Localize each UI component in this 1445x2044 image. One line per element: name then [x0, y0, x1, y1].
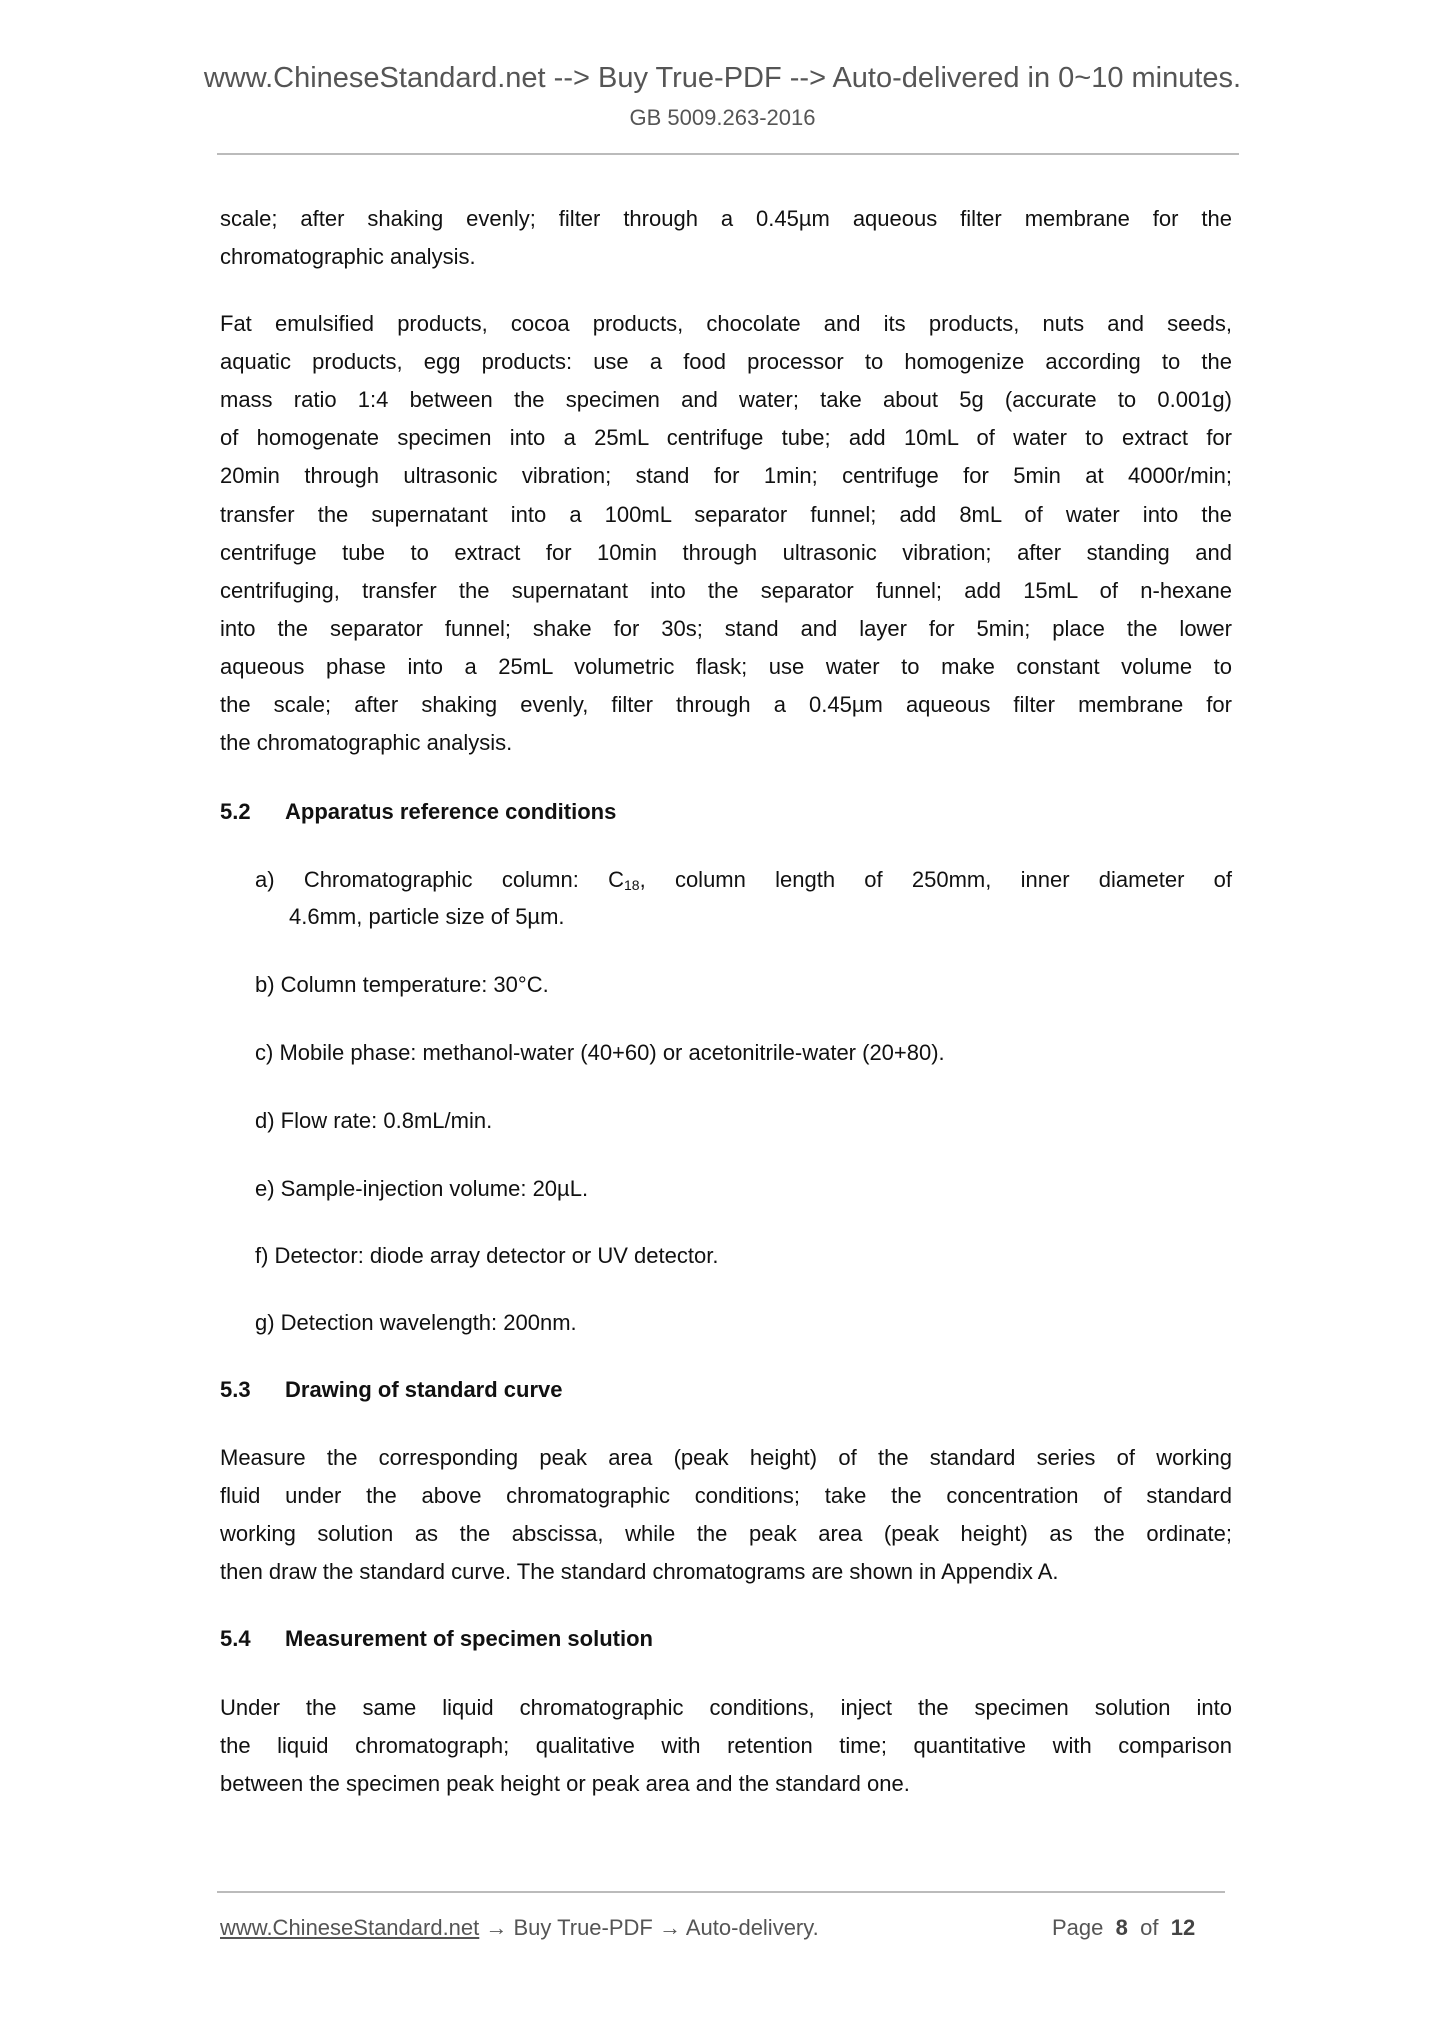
text-line: into the separator funnel; shake for 30s; stand and layer for 5min; place the lower [220, 615, 1232, 641]
text-line: Fat emulsified products, cocoa products, chocolate and its products, nuts and seeds, [220, 311, 1232, 336]
footer-link[interactable]: www.ChineseStandard.net [220, 1915, 480, 1940]
text-line: Under the same liquid chromatographic conditions, inject the specimen solution into [220, 1695, 1232, 1720]
list-item-e: e) Sample-injection volume: 20µL. [255, 1176, 589, 1201]
page-indicator [1052, 1911, 1195, 1945]
page-label: Page [1052, 1915, 1104, 1940]
list-item-g: g) Detection wavelength: 200nm. [255, 1310, 577, 1335]
text-line: between the specimen peak height or peak area and the standard one. [220, 1771, 910, 1797]
section-number: 5.4 [220, 1626, 251, 1651]
list-item-f: f) Detector: diode array detector or UV detector. [255, 1243, 719, 1268]
text-line: centrifuge tube to extract for 10min through ultrasonic vibration; after standing and [220, 539, 1232, 565]
list-item-c: c) Mobile phase: methanol-water (40+60) or acetonitrile-water (20+80). [255, 1040, 945, 1065]
footer-divider [217, 1891, 1225, 1893]
text-line: the liquid chromatograph; qualitative with retention time; quantitative with comparison [220, 1733, 1232, 1759]
header-divider [217, 153, 1239, 155]
footer-left [220, 1911, 819, 1945]
page-number: 8 [1115, 1915, 1128, 1940]
page-of-label: of [1140, 1915, 1159, 1940]
text-line: fluid under the above chromatographic conditions; take the concentration of standard [220, 1483, 1232, 1509]
section-title: Apparatus reference conditions [285, 799, 617, 824]
text-line: scale; after shaking evenly; filter through a 0.45µm aqueous filter membrane for the [220, 206, 1232, 231]
section-number: 5.3 [220, 1377, 251, 1402]
footer-text: → Buy True-PDF → Auto-delivery. [479, 1915, 819, 1940]
text-line: aquatic products, egg products: use a food processor to homogenize according to the [220, 349, 1232, 375]
text-line: mass ratio 1:4 between the specimen and water; take about 5g (accurate to 0.001g) [220, 387, 1232, 413]
item-text: , column length of 250mm, inner diameter of [639, 867, 1232, 892]
text-line: the scale; after shaking evenly, filter through a 0.45µm aqueous filter membrane for [220, 692, 1232, 717]
section-5-3-heading [220, 1371, 563, 1409]
item-text: a) Chromatographic column: C [255, 867, 624, 892]
text-line: chromatographic analysis. [220, 244, 476, 270]
text-line: Measure the corresponding peak area (peak height) of the standard series of working [220, 1445, 1232, 1470]
section-title: Drawing of standard curve [285, 1377, 563, 1402]
header-banner: www.ChineseStandard.net --> Buy True-PDF --> Auto-delivered in 0~10 minutes. [203, 62, 1242, 94]
section-5-2-heading [220, 793, 617, 831]
section-5-4-heading [220, 1620, 653, 1658]
text-line: then draw the standard curve. The standard chromatograms are shown in Appendix A. [220, 1559, 1059, 1585]
text-line: of homogenate specimen into a 25mL centrifuge tube; add 10mL of water to extract for [220, 425, 1232, 451]
page-total: 12 [1170, 1915, 1196, 1940]
list-item-b: b) Column temperature: 30°C. [255, 972, 549, 997]
section-title: Measurement of specimen solution [285, 1626, 653, 1651]
subscript: 18 [624, 877, 640, 893]
text-line: 20min through ultrasonic vibration; stand for 1min; centrifuge for 5min at 4000r/min; [220, 463, 1232, 489]
document-id: GB 5009.263-2016 [629, 105, 816, 130]
text-line: aqueous phase into a 25mL volumetric flask; use water to make constant volume to [220, 653, 1232, 679]
text-line: working solution as the abscissa, while the peak area (peak height) as the ordinate; [220, 1521, 1232, 1547]
list-item-a-continuation: 4.6mm, particle size of 5µm. [289, 904, 565, 929]
text-line: transfer the supernatant into a 100mL separator funnel; add 8mL of water into the [220, 501, 1232, 527]
text-line: the chromatographic analysis. [220, 730, 513, 756]
list-item-d: d) Flow rate: 0.8mL/min. [255, 1108, 493, 1133]
text-line: centrifuging, transfer the supernatant into the separator funnel; add 15mL of n-hexane [220, 577, 1232, 603]
section-number: 5.2 [220, 799, 251, 824]
